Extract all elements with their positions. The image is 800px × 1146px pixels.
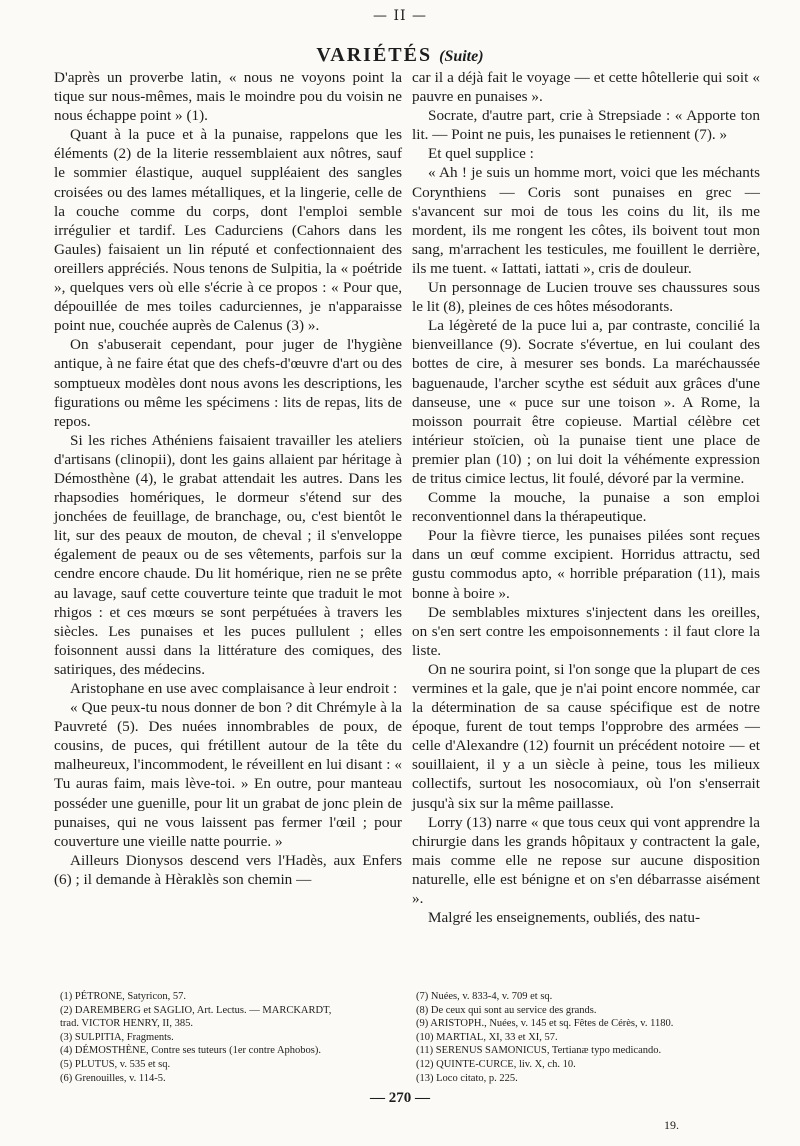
paragraph: D'après un proverbe latin, « nous ne voyons point la tique sur nous-mêmes, mais le moindre pou du voisin ne nous échappe point » (1).: [54, 69, 402, 125]
paragraph: Un personnage de Lucien trouve ses chaussures sous le lit (8), pleines de ces hôtes mésodorants.: [412, 279, 760, 316]
paragraph: On s'abuserait cependant, pour juger de l'hygiène antique, à ne faire état que des chefs-d'œuvre d'art ou des somptueux modèles dont nous avons les descriptions, les figurations ou même les spécimens : lits de repas, lits de repos.: [54, 336, 402, 430]
paragraph: Aristophane en use avec complaisance à leur endroit :: [70, 680, 398, 697]
footnote: (1) PÉTRONE, Satyricon, 57.: [60, 991, 186, 1002]
footnote: (13) Loco citato, p. 225.: [416, 1072, 518, 1084]
footnote: (11) SERENUS SAMONICUS, Tertianæ typo medicando.: [416, 1045, 662, 1057]
footnote: trad. VICTOR HENRY, II, 385.: [60, 1018, 194, 1030]
paragraph: Si les riches Athéniens faisaient travailler les ateliers d'artisans (clinopii), dont les gains allaient par héritage à Démosthène (4), le grabat attendait les autres. Dans les rhapsodies homériques, le dormeur s'étend sur des jonchées de feuillage, de branchage, ou, c'est bientôt le lit, sur des peaux de mouton, de cheval ; il s'enveloppe également de peaux ou de ses vêtements, parfois sur la cendre encore chaude. Du lit homérique, rien ne se prête au lavage, sauf cette couverture teinte que traduit le mot rhigos : et ces mœurs se sont perpétuées à travers les siècles. Les punaises et les puces pullulent ; elles foisonnent aussi dans la littérature des comiques, des satiriques, des médecins.: [54, 431, 402, 678]
paragraph: De semblables mixtures s'injectent dans les oreilles, on s'en sert contre les empoisonnements : il faut clore la liste.: [412, 603, 760, 659]
paragraph: On ne sourira point, si l'on songe que la plupart de ces vermines et la gale, que je n'ai point encore nommée, car la détermination de sa cause spécifique est de notre époque, furent de tout temps l'opprobre des armées — celle d'Alexandre (12) fournit un précédent notoire — et souillaient, il y a un siècle à peine, tous les milieux collectifs, surtout les nosocomiaux, où l'on s'enserrait jusqu'à six sur la même paillasse.: [412, 660, 760, 812]
footnote: (7) Nuées, v. 833-4, v. 709 et sq.: [416, 991, 553, 1002]
footnote: (2) DAREMBERG et SAGLIO, Art. Lectus. — MARCKARDT,: [60, 1004, 332, 1016]
title-subtitle: (Suite): [439, 48, 484, 65]
paragraph: Malgré les enseignements, oubliés, des natu-: [428, 909, 701, 927]
footnote: (3) SULPITIA, Fragments.: [60, 1031, 174, 1043]
paragraph: Socrate, d'autre part, crie à Strepsiade : « Apporte ton lit. — Point ne puis, les punaises le retiennent (7). »: [412, 107, 760, 144]
paragraph: « Que peux-tu nous donner de bon ? dit Chrémyle à la Pauvreté (5). Des nuées innombrables de poux, de cousins, de puces, qui frétillent autour de la tête du malheureux, l'incommodent, le réveillent en lui disant : « Tu auras faim, mais lève-toi. » En outre, pour manteau posséder une guenille, pour lit un grabat de jonc plein de punaises, qui ne vous laissent pas fermer l'œil ; pour couverture une vieille natte pourrie. »: [54, 699, 402, 850]
footnotes-left: [60, 990, 400, 1085]
paragraph: Quant à la puce et à la punaise, rappelons que les éléments (2) de la literie ressemblaient aux nôtres, sauf le sommier élastique, auquel suppléaient des sangles croisées ou des lames métalliques, et la lingerie, celle de la couche comme du corps, dont l'emploi semble irrégulier et tardif. Les Cadurciens (Cahors dans les Gaules) faisaient un lin réputé et confectionnaient des oreillers appréciés. Nous tenons de Sulpitia, la « poétride », quelques vers où elle s'écrie à ce propos : « Pour que, dépouillée de mes toiles cadurciennes, je n'apparaisse point nue, couchée auprès de Calenus (3) ».: [54, 126, 402, 335]
page-number: — 270 —: [370, 1090, 430, 1106]
signature-mark: 19.: [664, 1118, 679, 1132]
paragraph: Comme la mouche, la punaise a son emploi reconventionnel dans la thérapeutique.: [412, 489, 760, 526]
footnote: (8) De ceux qui sont au service des grands.: [416, 1004, 597, 1016]
footnote: (5) PLUTUS, v. 535 et sq.: [60, 1058, 171, 1070]
paragraph: car il a déjà fait le voyage — et cette hôtellerie qui soit « pauvre en punaises ».: [412, 69, 760, 106]
article-title: [0, 44, 800, 67]
footnote: (4) DÉMOSTHÈNE, Contre ses tuteurs (1er contre Aphobos).: [60, 1045, 321, 1057]
paragraph: « Ah ! je suis un homme mort, voici que les méchants Corynthiens — Coris sont punaises en grec — s'avancent sur moi de tous les coins du lit, ils me mordent, ils me rongent les côtes, ils boivent tout mon sang, m'arrachent les testicules, me fouillent le derrière, ils me tuent. « Iattati, iattati », cris de douleur.: [412, 164, 760, 277]
right-column: [412, 68, 760, 927]
footnote: (9) ARISTOPH., Nuées, v. 145 et sq. Fêtes de Cérès, v. 1180.: [416, 1018, 674, 1030]
footnote: (6) Grenouilles, v. 114-5.: [60, 1072, 166, 1084]
paragraph: Pour la fièvre tierce, les punaises pilées sont reçues dans un œuf comme excipient. Horridus attractu, sed gustu commodus apto, « horrible préparation (11), mais bonne à boire ».: [412, 527, 760, 602]
footnotes-right: [416, 990, 756, 1085]
left-column: [54, 68, 402, 889]
paragraph: Lorry (13) narre « que tous ceux qui vont apprendre la chirurgie dans les grands hôpitaux y contractent la gale, mais comme elle ne repose sur aucune disposition naturelle, elle est bénigne et on s'en débarrasse aisément ».: [412, 813, 760, 908]
paragraph: Ailleurs Dionysos descend vers l'Hadès, aux Enfers (6) ; il demande à Hèraklès son chemin —: [54, 851, 402, 888]
running-head: — II —: [373, 8, 427, 24]
paragraph: La légèreté de la puce lui a, par contraste, concilié la bienveillance (9). Socrate s'évertue, en lui coulant des bottes de cire, à mesurer ses bonds. La maréchaussée baguenaude, l'archer scythe est séduit aux grâces d'une danseuse, une « puce sur une toison ». A Rome, la moisson pourrait être copieuse. Martial célèbre cet intérieur stoïcien, où la punaise tient une place de premier plan (10) ; on lui doit la véhémente expression de tritus cimice lectus, lit foulé, dévoré par la vermine.: [412, 317, 760, 487]
title-main: VARIÉTÉS: [316, 44, 433, 66]
paragraph: Et quel supplice :: [428, 145, 534, 163]
footnote: (12) QUINTE-CURCE, liv. X, ch. 10.: [416, 1058, 576, 1070]
footnote: (10) MARTIAL, XI, 33 et XI, 57.: [416, 1031, 558, 1043]
